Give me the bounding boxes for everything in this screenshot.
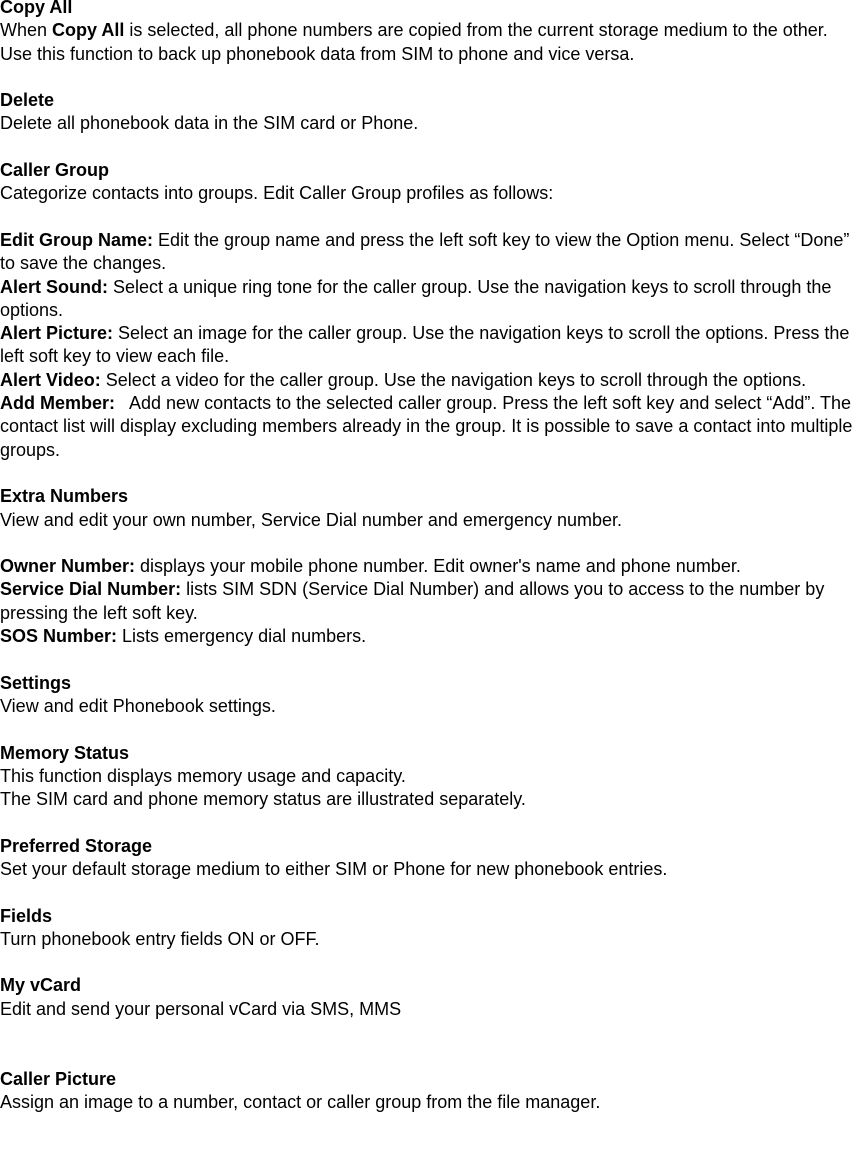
section-heading: Extra Numbers bbox=[0, 486, 129, 507]
item-label: Alert Sound: bbox=[0, 276, 108, 297]
paragraph: Categorize contacts into groups. Edit Caller Group profiles as follows: bbox=[0, 183, 554, 204]
section-my-vcard bbox=[0, 974, 863, 1021]
section-heading: My vCard bbox=[0, 975, 82, 996]
list-item: Service Dial Number: lists SIM SDN (Service Dial Number) and allows you to access to the number by pressing the left soft key. bbox=[0, 579, 825, 623]
list-item: SOS Number: Lists emergency dial numbers. bbox=[0, 626, 367, 647]
item-label: Edit Group Name: bbox=[0, 229, 154, 250]
section-memory-status bbox=[0, 742, 863, 812]
caller-group-options bbox=[0, 229, 863, 462]
section-caller-group bbox=[0, 159, 863, 206]
section-heading: Delete bbox=[0, 90, 55, 111]
item-label: Alert Picture: bbox=[0, 323, 114, 344]
paragraph: Turn phonebook entry fields ON or OFF. bbox=[0, 928, 320, 949]
section-heading: Caller Picture bbox=[0, 1068, 117, 1089]
item-label: Add Member: bbox=[0, 393, 116, 414]
paragraph: View and edit your own number, Service Dial number and emergency number. bbox=[0, 509, 623, 530]
paragraph: Use this function to back up phonebook data from SIM to phone and vice versa. bbox=[0, 43, 635, 64]
section-caller-picture bbox=[0, 1068, 863, 1115]
section-copy-all bbox=[0, 0, 863, 66]
list-item: Edit Group Name: Edit the group name and press the left soft key to view the Option menu. Select “Done” to save the changes. bbox=[0, 229, 850, 274]
list-item: Alert Video: Select a video for the caller group. Use the navigation keys to scroll through the options. bbox=[0, 369, 807, 390]
list-item: Add Member: Add new contacts to the selected caller group. Press the left soft key and select “Add”. The contact list will display excluding members already in the group. It is possible to save a contact into multiple groups. bbox=[0, 393, 853, 460]
section-delete bbox=[0, 89, 863, 136]
paragraph: When Copy All is selected, all phone numbers are copied from the current storage medium to the other. bbox=[0, 20, 828, 41]
list-item: Alert Sound: Select a unique ring tone for the caller group. Use the navigation keys to scroll through the options. bbox=[0, 276, 832, 320]
section-preferred-storage bbox=[0, 835, 863, 882]
section-heading: Fields bbox=[0, 905, 53, 926]
section-heading: Settings bbox=[0, 672, 72, 693]
section-extra-numbers bbox=[0, 485, 863, 532]
paragraph: This function displays memory usage and capacity. bbox=[0, 765, 406, 786]
paragraph: Delete all phonebook data in the SIM card or Phone. bbox=[0, 113, 419, 134]
paragraph: Edit and send your personal vCard via SMS, MMS bbox=[0, 998, 402, 1019]
paragraph: The SIM card and phone memory status are illustrated separately. bbox=[0, 789, 526, 810]
item-label: Service Dial Number: bbox=[0, 579, 182, 600]
section-heading: Caller Group bbox=[0, 160, 110, 181]
section-heading: Preferred Storage bbox=[0, 835, 153, 856]
paragraph: Assign an image to a number, contact or caller group from the file manager. bbox=[0, 1091, 601, 1112]
item-label: SOS Number: bbox=[0, 626, 118, 647]
list-item: Alert Picture: Select an image for the caller group. Use the navigation keys to scroll the options. Press the left soft key to view each file. bbox=[0, 323, 850, 367]
section-settings bbox=[0, 672, 863, 719]
section-fields bbox=[0, 905, 863, 952]
section-heading: Memory Status bbox=[0, 742, 130, 763]
bold-term: Copy All bbox=[52, 20, 125, 41]
extra-numbers-options bbox=[0, 555, 863, 648]
item-label: Alert Video: bbox=[0, 369, 101, 390]
section-heading: Copy All bbox=[0, 0, 73, 17]
paragraph: View and edit Phonebook settings. bbox=[0, 695, 276, 716]
list-item: Owner Number: displays your mobile phone number. Edit owner's name and phone number. bbox=[0, 556, 741, 577]
paragraph: Set your default storage medium to either SIM or Phone for new phonebook entries. bbox=[0, 858, 668, 879]
item-label: Owner Number: bbox=[0, 556, 136, 577]
